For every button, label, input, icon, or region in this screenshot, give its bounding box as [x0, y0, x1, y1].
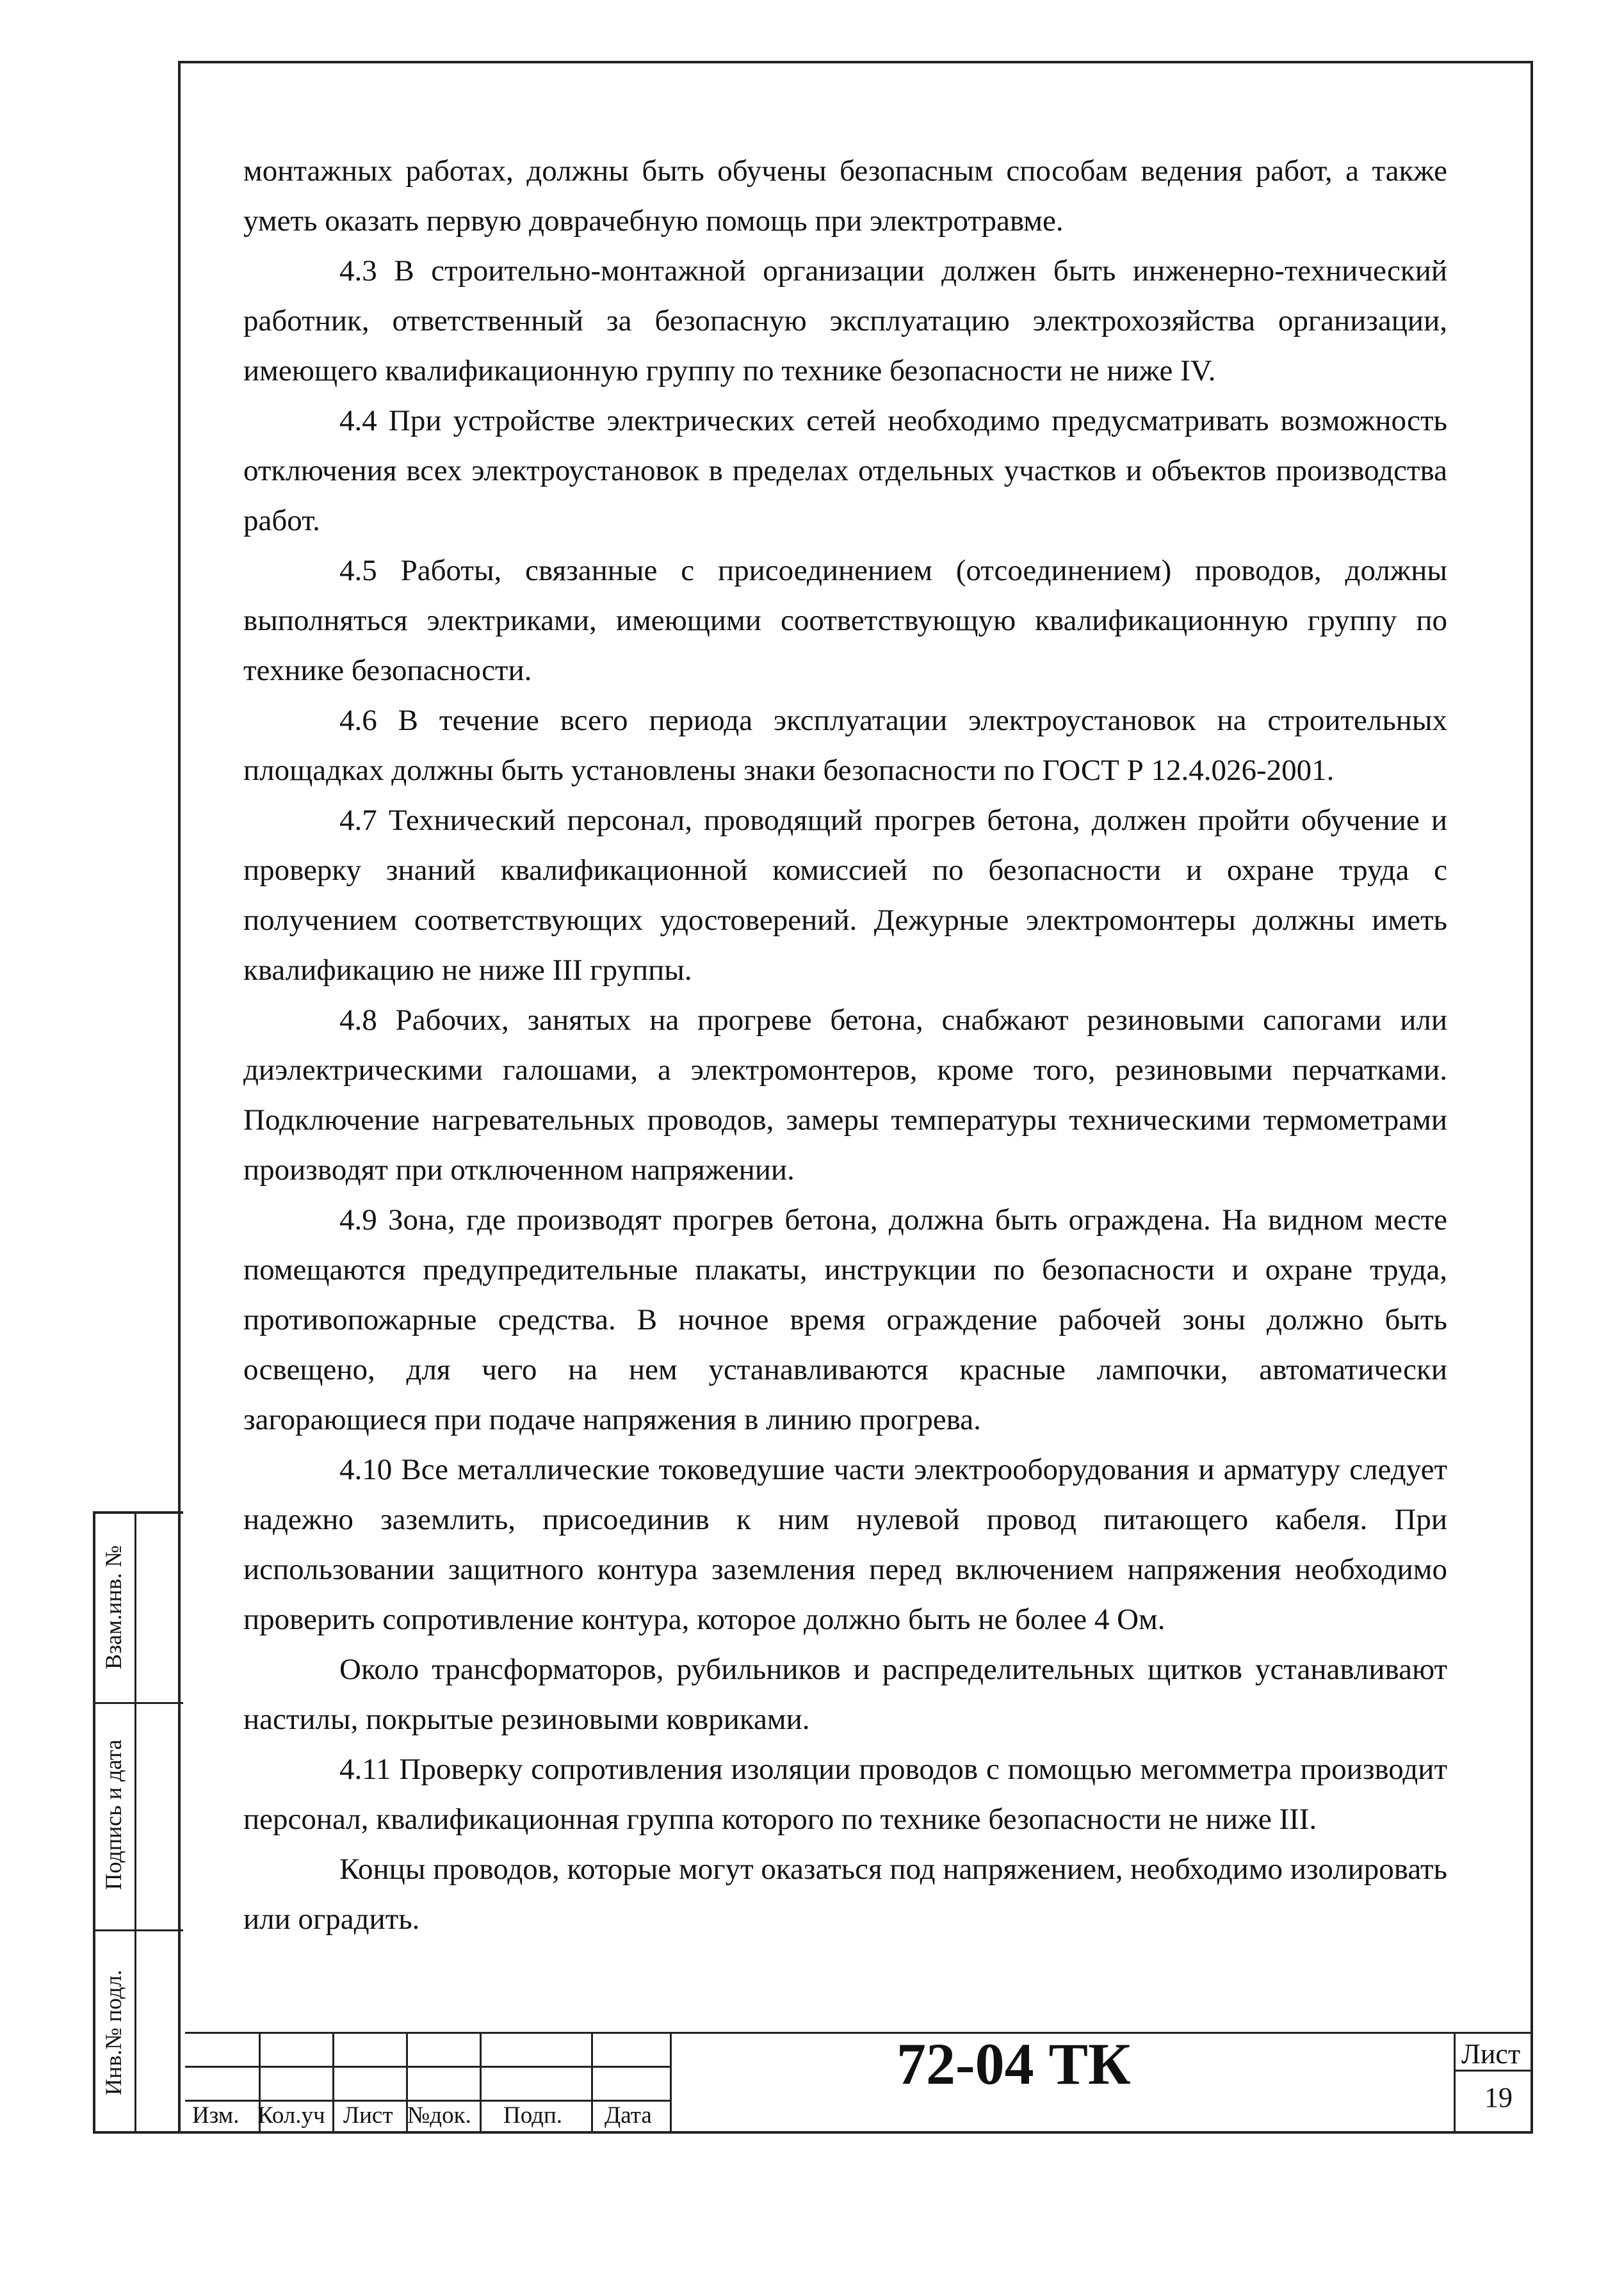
stamp-col-kolvo: Кол.уч	[257, 2102, 325, 2129]
paragraph: Концы проводов, которые могут оказаться под напряжением, необходимо изолировать или оградить.	[243, 1853, 1447, 1936]
stamp-col-ndok: №док.	[407, 2102, 471, 2129]
body-text	[243, 146, 1447, 1944]
paragraph: 4.7 Технический персонал, проводящий прогрев бетона, должен пройти обучение и проверку знаний квалификационной комиссией по безопасности и охране труда с получением соответствующих удостоверений. Дежурные электромонтеры должны иметь квалификацию не ниже III группы.	[243, 804, 1447, 987]
paragraph: 4.8 Рабочих, занятых на прогреве бетона, снабжают резиновыми сапогами или диэлектрическими галошами, а электромонтеров, кроме того, резиновыми перчатками. Подключение нагревательных проводов, замеры температуры техническими термометрами производят при отключенном напряжении.	[243, 1003, 1447, 1187]
side-divider	[93, 1929, 183, 1931]
stamp-col-line	[670, 2032, 672, 2134]
paragraph: 4.4 При устройстве электрических сетей необходимо предусматривать возможность отключения всех электроустановок в пределах отдельных участков и объектов производства работ.	[243, 404, 1447, 537]
paragraph: 4.11 Проверку сопротивления изоляции проводов с помощью мегомметра производит персонал, квалификационная группа которого по технике безопасности не ниже III.	[243, 1753, 1447, 1836]
paragraph: 4.5 Работы, связанные с присоединением (отсоединением) проводов, должны выполняться электриками, имеющими соответствующую квалификационную группу по технике безопасности.	[243, 554, 1447, 687]
stamp-col-line	[480, 2032, 482, 2134]
side-label-vzam: Взам.инв. №	[101, 1545, 126, 1669]
document-code: 72-04 ТК	[897, 2031, 1131, 2097]
paragraph: 4.10 Все металлические токоведушие части электрооборудования и арматуру следует надежно заземлить, присоединив к ним нулевой провод питающего кабеля. При использовании защитного контура заземления перед включением напряжения необходимо проверить сопротивление контура, которое должно быть не более 4 Ом.	[243, 1453, 1447, 1636]
paragraph: 4.3 В строительно-монтажной организации должен быть инженерно-технический работник, ответственный за безопасную эксплуатацию электрохозяйства организации, имеющего квалификационную группу по технике безопасности не ниже IV.	[243, 254, 1447, 387]
side-divider	[93, 1702, 183, 1704]
stamp-col-line	[591, 2032, 593, 2134]
side-label-inv: Инв.№ подл.	[101, 1969, 126, 2096]
sheet-number: 19	[1484, 2082, 1513, 2113]
side-divider	[134, 1511, 136, 2134]
paragraph: Около трансформаторов, рубильников и распределительных щитков устанавливают настилы, покрытые резиновыми ковриками.	[243, 1653, 1447, 1736]
stamp-col-data: Дата	[605, 2102, 652, 2129]
sheet-label: Лист	[1461, 2038, 1521, 2070]
stamp-col-line	[332, 2032, 334, 2134]
paragraph: 4.9 Зона, где производят прогрев бетона, должна быть ограждена. На видном месте помещаются предупредительные плакаты, инструкции по безопасности и охране труда, противопожарные средства. В ночное время ограждение рабочей зоны должно быть освещено, для чего на нем устанавливаются красные лампочки, автоматически загорающиеся при подаче напряжения в линию прогрева.	[243, 1203, 1447, 1436]
stamp-col-izm: Изм.	[192, 2102, 240, 2129]
side-label-podpis: Подпись и дата	[101, 1739, 126, 1890]
stamp-col-podp: Подп.	[503, 2102, 563, 2129]
paragraph: монтажных работах, должны быть обучены безопасным способам ведения работ, а также уметь оказать первую доврачебную помощь при электротравме.	[243, 154, 1447, 238]
paragraph: 4.6 В течение всего периода эксплуатации электроустановок на строительных площадках должны быть установлены знаки безопасности по ГОСТ Р 12.4.026-2001.	[243, 704, 1447, 787]
stamp-col-line	[1454, 2032, 1456, 2134]
stamp-col-list: Лист	[343, 2102, 393, 2129]
stamp-row-line	[185, 2066, 672, 2068]
stamp-top-line	[185, 2032, 1533, 2034]
